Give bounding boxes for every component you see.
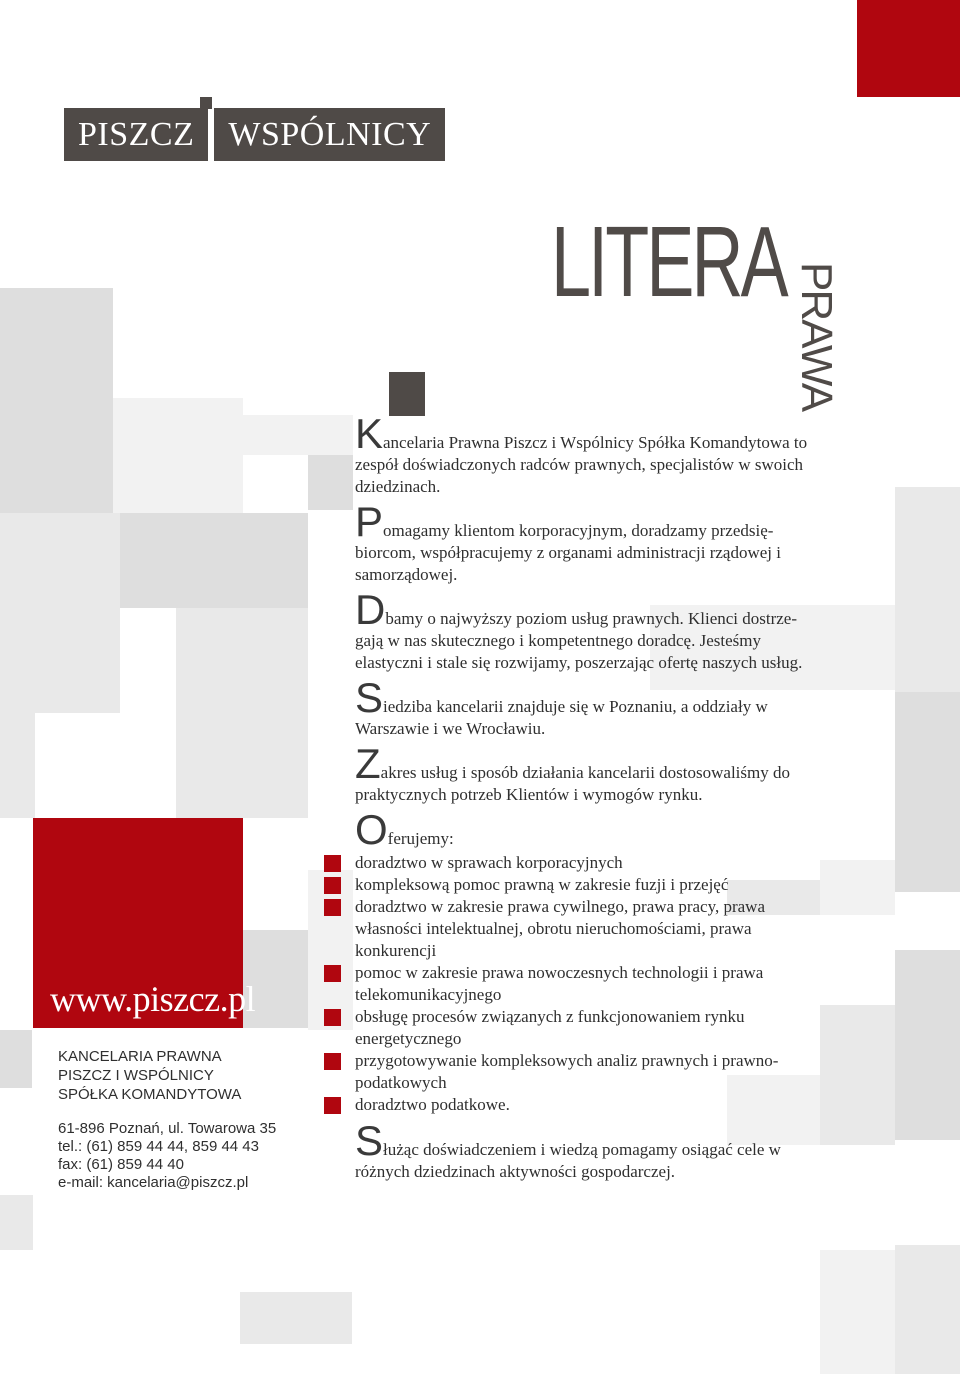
dark-square <box>389 372 425 416</box>
deco-square <box>176 608 308 818</box>
deco-square <box>820 860 895 915</box>
paragraph <box>355 586 817 674</box>
deco-square <box>820 1005 895 1145</box>
list-item <box>355 852 817 874</box>
deco-square <box>120 513 308 608</box>
drop-initial: O <box>355 806 388 853</box>
deco-square <box>243 415 353 455</box>
logo-left-text: PISZCZ <box>64 108 208 161</box>
list-item <box>355 896 817 962</box>
list-item-text: obsługę procesów związanych z funkcjonowaniem rynku energetycznego <box>355 1007 745 1048</box>
list-item <box>355 962 817 1006</box>
deco-square <box>0 513 120 713</box>
deco-square <box>895 487 960 692</box>
page-title: LITERA <box>551 206 786 318</box>
paragraph-text: omagamy klientom korporacyjnym, doradzamy przedsię-biorcom, współpracujemy z organami administracji rządowej i samorządowej. <box>355 521 781 584</box>
red-bullet-icon <box>324 1009 341 1026</box>
drop-initial: K <box>355 410 384 457</box>
list-item-text: doradztwo w zakresie prawa cywilnego, prawa pracy, prawa własności intelektualnej, obrotu nieruchomościami, prawa konkurencji <box>355 897 766 960</box>
deco-square <box>0 713 35 818</box>
drop-initial: S <box>355 1117 384 1164</box>
phone-line: tel.: (61) 859 44 44, 859 44 43 <box>58 1138 259 1155</box>
red-bullet-icon <box>324 965 341 982</box>
firm-name-line: KANCELARIA PRAWNA <box>58 1048 222 1065</box>
deco-square <box>895 950 960 1140</box>
firm-logo <box>64 108 445 161</box>
offer-heading <box>355 806 817 853</box>
deco-square <box>0 1030 32 1088</box>
paragraph-text: iedziba kancelarii znajduje się w Poznaniu, a oddziały w Warszawie i we Wrocławiu. <box>355 697 768 738</box>
main-text <box>355 410 817 1196</box>
deco-square <box>895 692 960 892</box>
deco-square <box>895 1245 960 1374</box>
contact-details <box>58 1120 276 1192</box>
firm-name <box>58 1047 241 1104</box>
paragraph <box>355 674 817 740</box>
paragraph-text: akres usług i sposób działania kancelarii dostosowaliśmy do praktycznych potrzeb Klientów i wymogów rynku. <box>355 763 790 804</box>
deco-square <box>308 870 353 1030</box>
drop-initial: P <box>355 498 384 545</box>
red-bullet-icon <box>324 1097 341 1114</box>
red-bullet-icon <box>324 1053 341 1070</box>
red-corner-square <box>857 0 960 97</box>
deco-square <box>0 288 113 513</box>
deco-square <box>308 455 353 510</box>
paragraph <box>355 740 817 806</box>
paragraph <box>355 410 817 498</box>
list-item-text: pomoc w zakresie prawa nowoczesnych technologii i prawa telekomunikacyjnego <box>355 963 764 1004</box>
list-item-text: doradztwo podatkowe. <box>355 1095 510 1114</box>
firm-name-line: PISZCZ I WSPÓLNICY <box>58 1067 214 1084</box>
paragraph-text: łużąc doświadczeniem i wiedzą pomagamy osiągać cele w różnych dziedzinach aktywności gospodarczej. <box>355 1140 781 1181</box>
firm-name-line: SPÓŁKA KOMANDYTOWA <box>58 1086 242 1103</box>
drop-initial: Z <box>355 740 381 787</box>
list-item-text: doradztwo w sprawach korporacyjnych <box>355 853 623 872</box>
page-subtitle-vertical: PRAWA <box>792 262 841 411</box>
website-link[interactable]: www.piszcz.pl <box>50 979 256 1019</box>
paragraph-text: bamy o najwyższy poziom usług prawnych. Klienci dostrze-gają w nas skutecznego i kompetentnego doradcę. Jesteśmy elastyczni i stale się rozwijamy, poszerzając ofertę naszych usług. <box>355 609 803 672</box>
address-line: 61-896 Poznań, ul. Towarowa 35 <box>58 1120 277 1137</box>
red-bullet-icon <box>324 855 341 872</box>
deco-square <box>0 1195 33 1250</box>
email-line[interactable]: e-mail: kancelaria@piszcz.pl <box>58 1174 249 1191</box>
list-item <box>355 1094 817 1116</box>
deco-square <box>240 1292 352 1344</box>
red-bullet-icon <box>324 877 341 894</box>
offer-list <box>355 852 817 1116</box>
paragraph-text: ancelaria Prawna Piszcz i Wspólnicy Spółka Komandytowa to zespół doświadczonych radców prawnych, specjalistów w swoich dziedzinach. <box>355 433 808 496</box>
drop-initial: D <box>355 586 386 633</box>
list-item <box>355 874 817 896</box>
deco-square <box>176 440 242 510</box>
red-bullet-icon <box>324 899 341 916</box>
list-item-text: przygotowywanie kompleksowych analiz prawnych i prawno-podatkowych <box>355 1051 779 1092</box>
logo-stem <box>200 97 212 109</box>
offer-heading-text: ferujemy: <box>387 829 454 848</box>
deco-square <box>820 1250 895 1374</box>
drop-initial: S <box>355 674 384 721</box>
list-item <box>355 1050 817 1094</box>
logo-right-text: WSPÓLNICY <box>214 108 445 161</box>
paragraph <box>355 498 817 586</box>
list-item <box>355 1006 817 1050</box>
list-item-text: kompleksową pomoc prawną w zakresie fuzji i przejęć <box>355 875 729 894</box>
closing-paragraph <box>355 1117 817 1183</box>
fax-line: fax: (61) 859 44 40 <box>58 1156 184 1173</box>
